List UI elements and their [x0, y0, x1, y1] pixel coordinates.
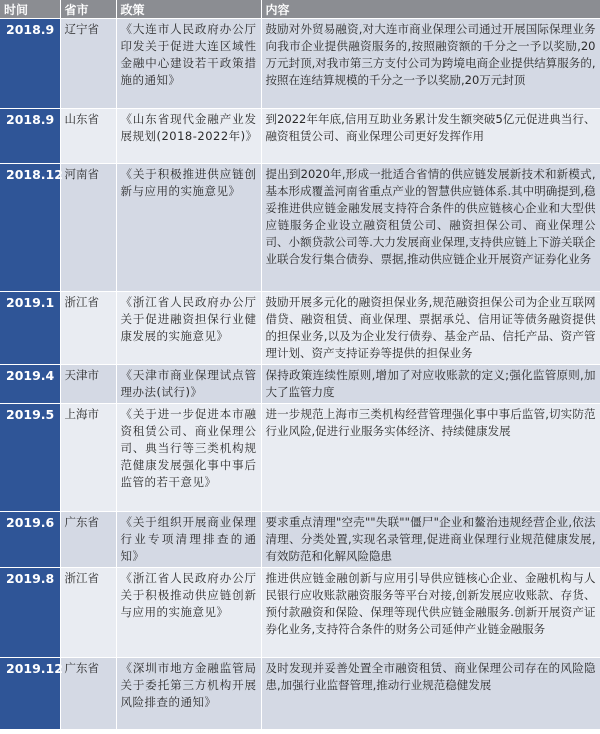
- cell-time: 2018.9: [0, 109, 60, 164]
- cell-time: 2019.12: [0, 658, 60, 730]
- cell-content: 进一步规范上海市三类机构经营管理强化事中事后监管,切实防范行业风险,促进行业服务实体经济、持续健康发展: [261, 404, 600, 512]
- cell-province: 天津市: [60, 365, 116, 404]
- table-row: [0, 568, 600, 658]
- cell-policy: 《天津市商业保理试点管理办法(试行)》: [116, 365, 261, 404]
- header-content: 内容: [261, 0, 600, 19]
- cell-content: 鼓励对外贸易融资,对大连市商业保理公司通过开展国际保理业务向我市企业提供融资服务的,按照融资额的千分之一予以奖励,20万元封顶,对我市第三方支付公司为跨境电商企业提供结算服务的,按照在连结算规模的千分之一予以奖励,20万元封顶: [261, 19, 600, 109]
- cell-policy: 《浙江省人民政府办公厅关于促进融资担保行业健康发展的实施意见》: [116, 292, 261, 365]
- cell-province: 浙江省: [60, 568, 116, 658]
- table-row: [0, 164, 600, 292]
- cell-content: 鼓励开展多元化的融资担保业务,规范融资担保公司为企业互联网借贷、融资租赁、商业保理、票据承兑、信用证等债务融资提供的担保业务,以及为企业发行债券、基金产品、信托产品、资产管理计划、资产支持证券等提供的担保业务: [261, 292, 600, 365]
- cell-time: 2018.12: [0, 164, 60, 292]
- cell-content: 要求重点清理"空壳""失联""僵尸"企业和鳌治违规经营企业,依法清理、分类处置,实现名录管理,促进商业保理行业规范健康发展,有效防范和化解风险隐患: [261, 512, 600, 568]
- cell-content: 推进供应链金融创新与应用引导供应链核心企业、金融机构与人民银行应收账款融资服务等平台对接,创新发展应收账款、存货、预付款融资和保险、保理等现代供应链金融服务.创新开展资产证券化业务,支持符合条件的财务公司延伸产业链金融服务: [261, 568, 600, 658]
- cell-province: 上海市: [60, 404, 116, 512]
- cell-province: 广东省: [60, 658, 116, 730]
- cell-province: 河南省: [60, 164, 116, 292]
- header-policy: 政策: [116, 0, 261, 19]
- table-row: [0, 109, 600, 164]
- cell-content: 提出到2020年,形成一批适合省情的供应链发展新技术和新模式,基本形成覆盖河南省重点产业的智慧供应链体系.其中明确提到,稳妥推进供应链金融发展支持符合条件的供应链核心企业和大型供应链服务企业设立融资租赁公司、融资担保公司、商业保理公司、小额贷款公司等.大力发展商业保理,支持供应链上下游关联企业联合发行集合债券、票据,推动供应链企业开展资产证券化业务: [261, 164, 600, 292]
- table-row: [0, 658, 600, 730]
- cell-policy: 《山东省现代金融产业发展规划(2018-2022年)》: [116, 109, 261, 164]
- table-row: [0, 512, 600, 568]
- cell-province: 山东省: [60, 109, 116, 164]
- cell-province: 辽宁省: [60, 19, 116, 109]
- cell-policy: 《浙江省人民政府办公厅关于积极推动供应链创新与应用的实施意见》: [116, 568, 261, 658]
- cell-province: 浙江省: [60, 292, 116, 365]
- table-row: [0, 19, 600, 109]
- cell-time: 2019.8: [0, 568, 60, 658]
- cell-policy: 《深圳市地方金融监管局关于委托第三方机构开展风险排查的通知》: [116, 658, 261, 730]
- cell-time: 2019.4: [0, 365, 60, 404]
- cell-time: 2019.1: [0, 292, 60, 365]
- table-row: [0, 365, 600, 404]
- header-time: 时间: [0, 0, 60, 19]
- cell-policy: 《关于进一步促进本市融资租赁公司、商业保理公司、典当行等三类机构规范健康发展强化事中事后监管的若干意见》: [116, 404, 261, 512]
- cell-policy: 《大连市人民政府办公厅印发关于促进大连区域性金融中心建设若干政策措施的通知》: [116, 19, 261, 109]
- cell-content: 到2022年年底,信用互助业务累计发生额突破5亿元促进典当行、融资租赁公司、商业保理公司更好发挥作用: [261, 109, 600, 164]
- cell-policy: 《关于积极推进供应链创新与应用的实施意见》: [116, 164, 261, 292]
- header-row: [0, 0, 600, 19]
- cell-policy: 《关于组织开展商业保理行业专项清理排查的通知》: [116, 512, 261, 568]
- cell-time: 2019.6: [0, 512, 60, 568]
- header-province: 省市: [60, 0, 116, 19]
- cell-content: 保持政策连续性原则,增加了对应收账款的定义;强化监管原则,加大了监管力度: [261, 365, 600, 404]
- cell-province: 广东省: [60, 512, 116, 568]
- table-row: [0, 404, 600, 512]
- cell-time: 2018.9: [0, 19, 60, 109]
- table-row: [0, 292, 600, 365]
- cell-content: 及时发现并妥善处置全市融资租赁、商业保理公司存在的风险隐患,加强行业监督管理,推动行业规范稳健发展: [261, 658, 600, 730]
- cell-time: 2019.5: [0, 404, 60, 512]
